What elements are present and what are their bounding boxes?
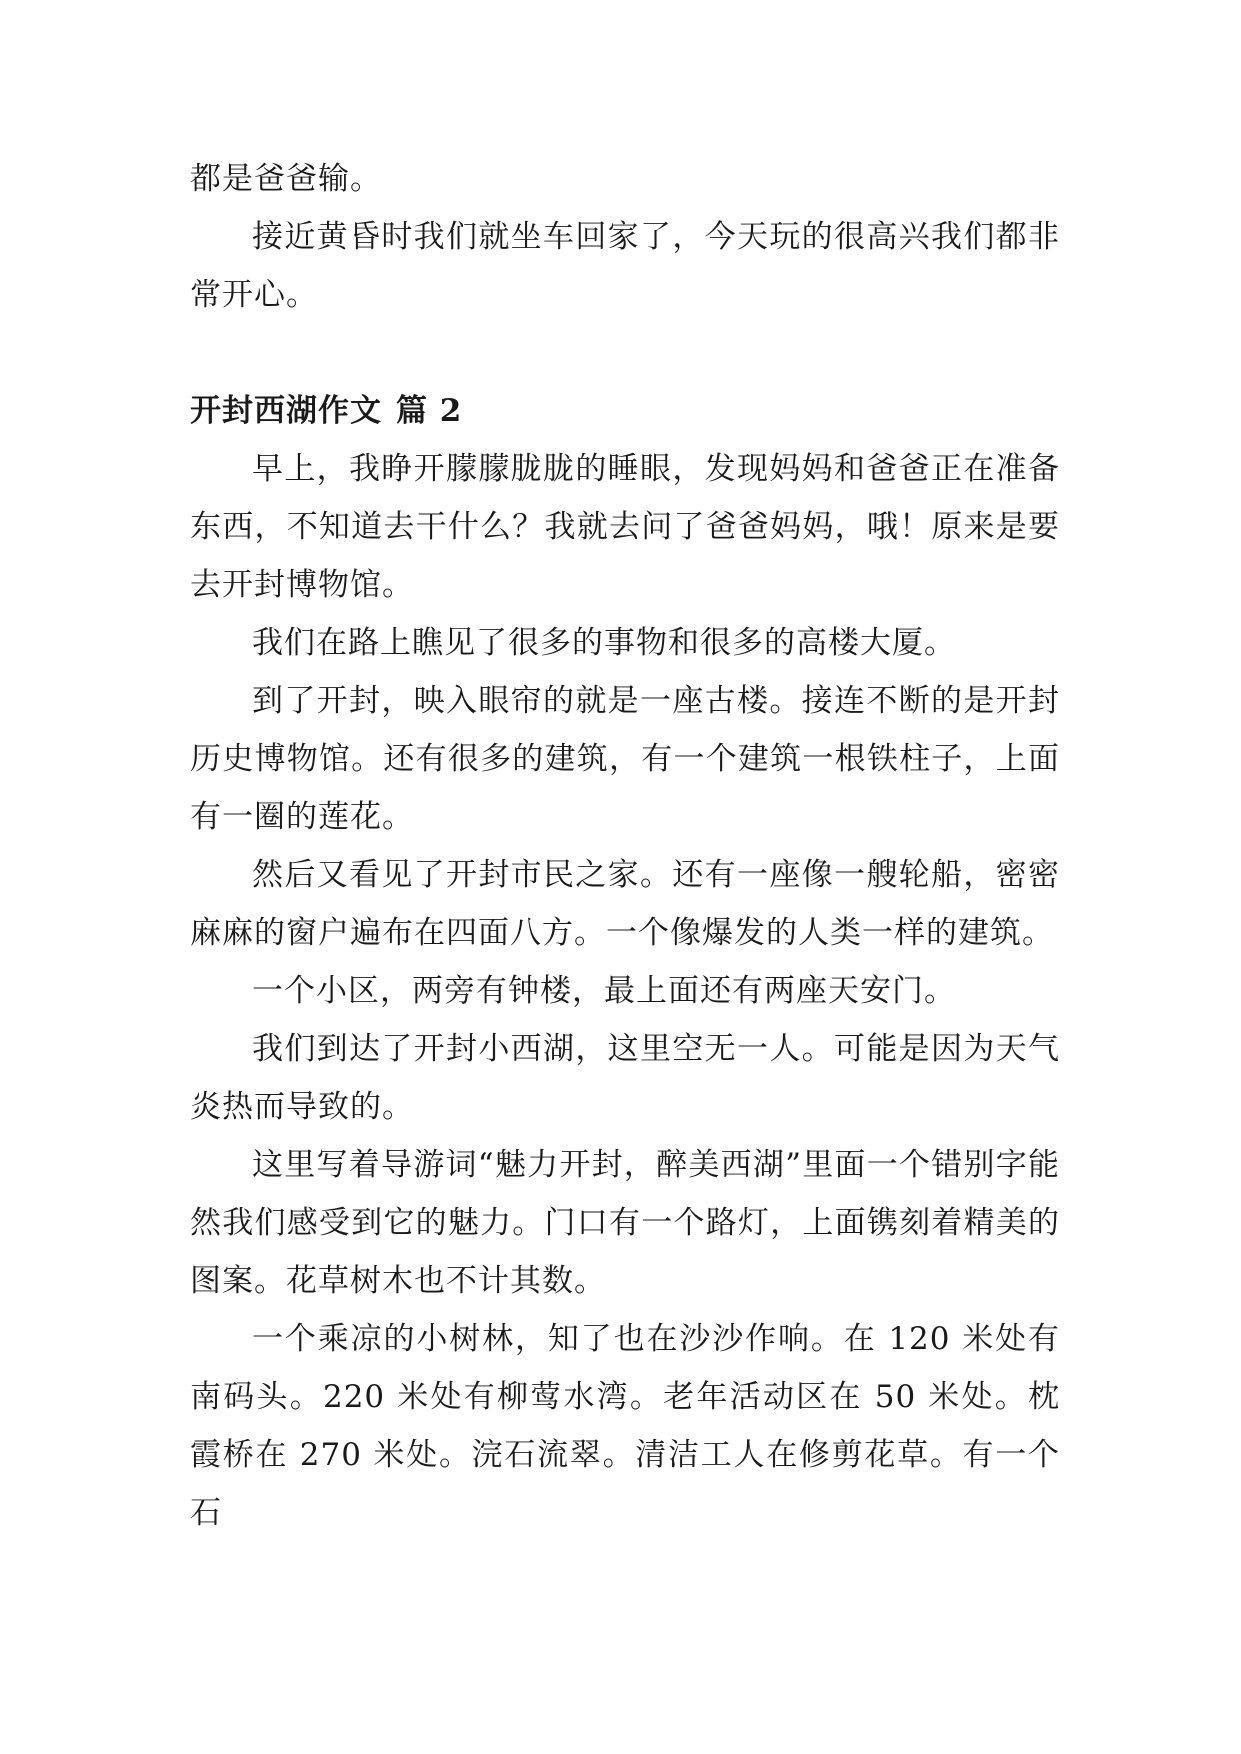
intro-paragraph-2: 接近黄昏时我们就坐车回家了，今天玩的很高兴我们都非常开心。	[190, 219, 1060, 313]
intro-paragraph-1: 都是爸爸输。	[190, 161, 382, 197]
section-heading-title: 开封西湖作文	[190, 393, 382, 429]
body-paragraph-7: 这里写着导游词“魅力开封，醉美西湖”里面一个错别字能然我们感受到它的魅力。门口有一个路灯，上面镌刻着精美的图案。花草树木也不计其数。	[190, 1147, 1060, 1299]
body-paragraph-1: 早上，我睁开朦朦胧胧的睡眼，发现妈妈和爸爸正在准备东西，不知道去干什么？我就去问了爸爸妈妈，哦！原来是要去开封博物馆。	[190, 451, 1060, 603]
body-paragraph-5: 一个小区，两旁有钟楼，最上面还有两座天安门。	[252, 973, 956, 1009]
body-paragraph-8: 一个乘凉的小树林，知了也在沙沙作响。在 120 米处有南码头。220 米处有柳莺水湾。老年活动区在 50 米处。枕霞桥在 270 米处。浣石流翠。清洁工人在修剪花草。有一个石	[190, 1321, 1060, 1531]
body-paragraph-2: 我们在路上瞧见了很多的事物和很多的高楼大厦。	[252, 625, 956, 661]
body-paragraph-4: 然后又看见了开封市民之家。还有一座像一艘轮船，密密麻麻的窗户遍布在四面八方。一个像爆发的人类一样的建筑。	[190, 857, 1060, 951]
body-paragraph-3: 到了开封，映入眼帘的就是一座古楼。接连不断的是开封历史博物馆。还有很多的建筑，有一个建筑一根铁柱子，上面有一圈的莲花。	[190, 683, 1060, 835]
section-heading	[190, 382, 1060, 440]
document-page	[190, 150, 1060, 1542]
section-heading-number: 篇 2	[396, 393, 463, 429]
body-paragraph-6: 我们到达了开封小西湖，这里空无一人。可能是因为天气炎热而导致的。	[190, 1031, 1060, 1125]
